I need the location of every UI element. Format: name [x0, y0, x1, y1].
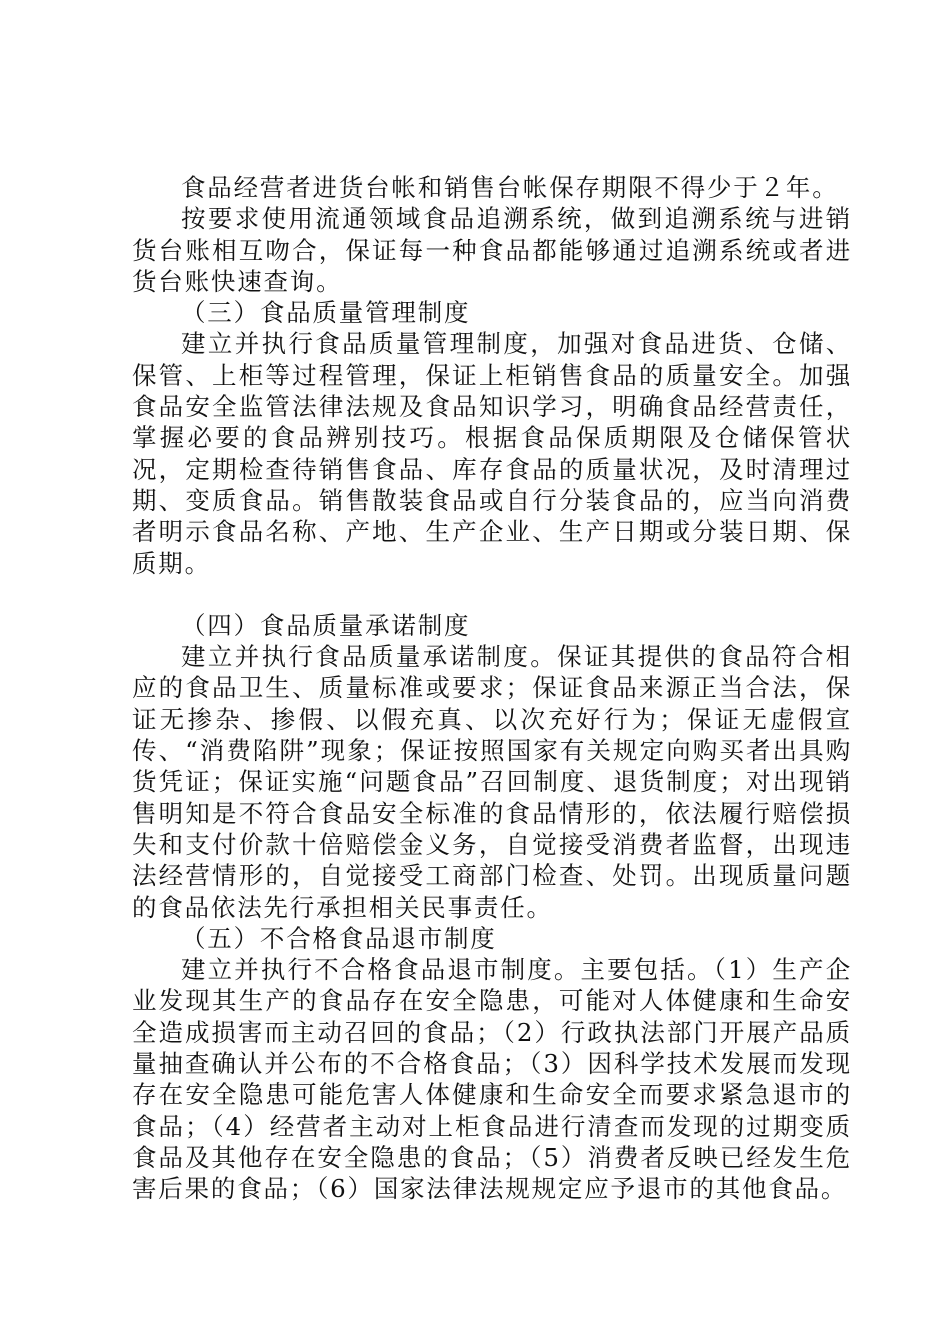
- section-heading-recall: （五）不合格食品退市制度: [181, 923, 497, 953]
- section-heading-quality-management: （三）食品质量管理制度: [181, 298, 471, 328]
- paragraph-quality-management: 建立并执行食品质量管理制度，加强对食品进货、仓储、保管、上柜等过程管理，保证上柜销售食品的质量安全。加强食品安全监管法律法规及食品知识学习，明确食品经营责任，掌握必要的食品辨别技巧。根据食品保质期限及仓储保管状况，定期检查待销售食品、库存食品的质量状况，及时清理过期、变质食品。销售散装食品或自行分装食品的，应当向消费者明示食品名称、产地、生产企业、生产日期或分装日期、保质期。: [132, 329, 852, 578]
- paragraph-ledger-retention: 食品经营者进货台帐和销售台帐保存期限不得少于２年。: [181, 173, 839, 202]
- document-body: [132, 172, 852, 1205]
- paragraph-quality-commitment: 建立并执行食品质量承诺制度。保证其提供的食品符合相应的食品卫生、质量标准或要求；保证食品来源正当合法，保证无掺杂、掺假、以假充真、以次充好行为；保证无虚假宣传、“消费陷阱”现象；保证按照国家有关规定向购买者出具购货凭证；保证实施“问题食品”召回制度、退货制度；对出现销售明知是不符合食品安全标准的食品情形的，依法履行赔偿损失和支付价款十倍赔偿金义务，自觉接受消费者监督，出现违法经营情形的，自觉接受工商部门检查、处罚。出现质量问题的食品依法先行承担相关民事责任。: [132, 642, 852, 922]
- section-heading-quality-commitment: （四）食品质量承诺制度: [181, 610, 471, 640]
- blank-line: [132, 579, 852, 610]
- paragraph-recall: 建立并执行不合格食品退市制度。主要包括。（1）生产企业发现其生产的食品存在安全隐患，可能对人体健康和生命安全造成损害而主动召回的食品；（2）行政执法部门开展产品质量抽查确认并公布的不合格食品；（3）因科学技术发展而发现存在安全隐患可能危害人体健康和生命安全而要求紧急退市的食品；（4）经营者主动对上柜食品进行清查而发现的过期变质食品及其他存在安全隐患的食品；（5）消费者反映已经发生危害后果的食品；（6）国家法律法规规定应予退市的其他食品。: [132, 955, 852, 1204]
- paragraph-traceability: 按要求使用流通领域食品追溯系统，做到追溯系统与进销货台账相互吻合，保证每一种食品都能够通过追溯系统或者进货台账快速查询。: [132, 204, 852, 296]
